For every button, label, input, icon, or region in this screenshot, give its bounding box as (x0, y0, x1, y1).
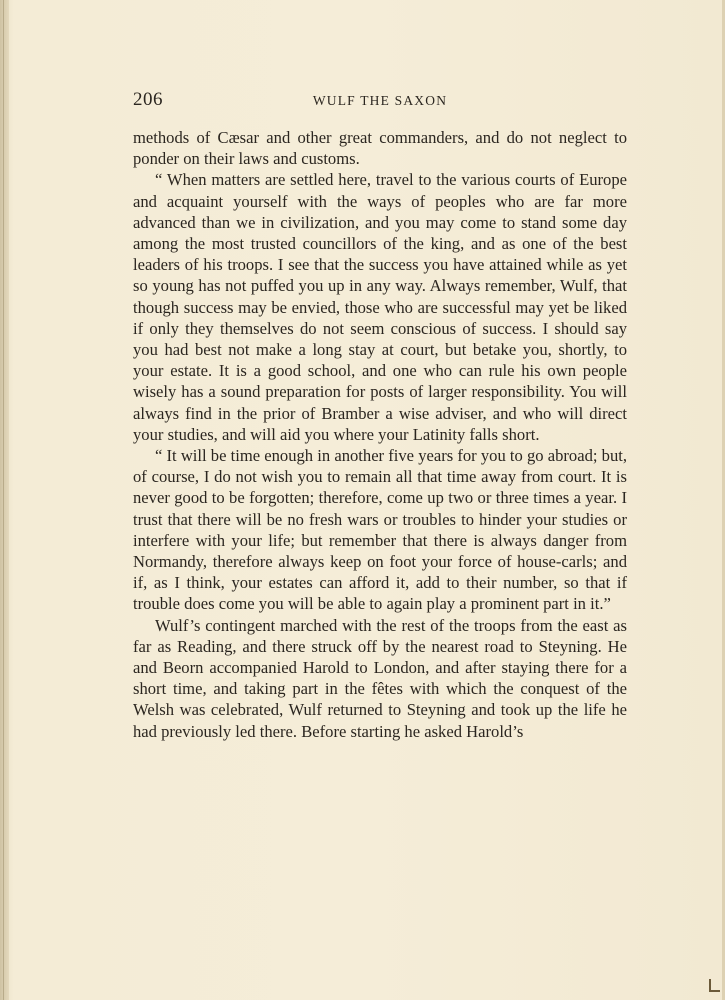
page-spine-line (3, 0, 4, 1000)
page-corner-mark-icon (707, 978, 721, 994)
paragraph-1: methods of Cæsar and other great commanders, and do not neglect to ponder on their laws and customs. (133, 128, 627, 169)
body-text (133, 127, 627, 742)
paragraph-4: Wulf’s contingent marched with the rest of the troops from the east as far as Reading, and there struck off by the nearest road to Steyning. He and Beorn accompanied Harold to London, and after staying there for a short time, and taking part in the fêtes with which the conquest of the Welsh was celebrated, Wulf returned to Steyning and took up the life he had previously led there. Before starting he asked Harold’s (133, 615, 627, 741)
page-spine-shadow (0, 0, 9, 1000)
page-header (133, 89, 627, 113)
paragraph-3: “ It will be time enough in another five years for you to go abroad; but, of course, I do not wish you to remain all that time away from court. It is never good to be forgotten; therefore, come up two or three times a year. I trust that there will be no fresh wars or troubles to hinder your studies or interfere with your life; but remember that there is always danger from Normandy, therefore always keep on foot your force of house-carls; and if, as I think, your estates can afford it, add to their number, so that if trouble does come you will be able to again play a prominent part in it.” (133, 446, 627, 614)
paragraph-2: “ When matters are settled here, travel to the various courts of Europe and acquaint yourself with the ways of peoples who are far more advanced than we in civilization, and you may come to stand some day among the most trusted councillors of the king, and as one of the best leaders of his troops. I see that the success you have attained while as yet so young has not puffed you up in any way. Always remember, Wulf, that though success may be envied, those who are successful may yet be liked if only they themselves do not seem conscious of success. I should say you had best not make a long stay at court, but betake you, shortly, to your estate. It is a good school, and one who can rule his own people wisely has a sound preparation for posts of larger responsibility. You will always find in the prior of Bramber a wise adviser, and who will direct your studies, and will aid you where your Latinity falls short. (133, 170, 627, 444)
page-number: 206 (133, 89, 163, 110)
running-head: WULF THE SAXON (312, 93, 448, 108)
